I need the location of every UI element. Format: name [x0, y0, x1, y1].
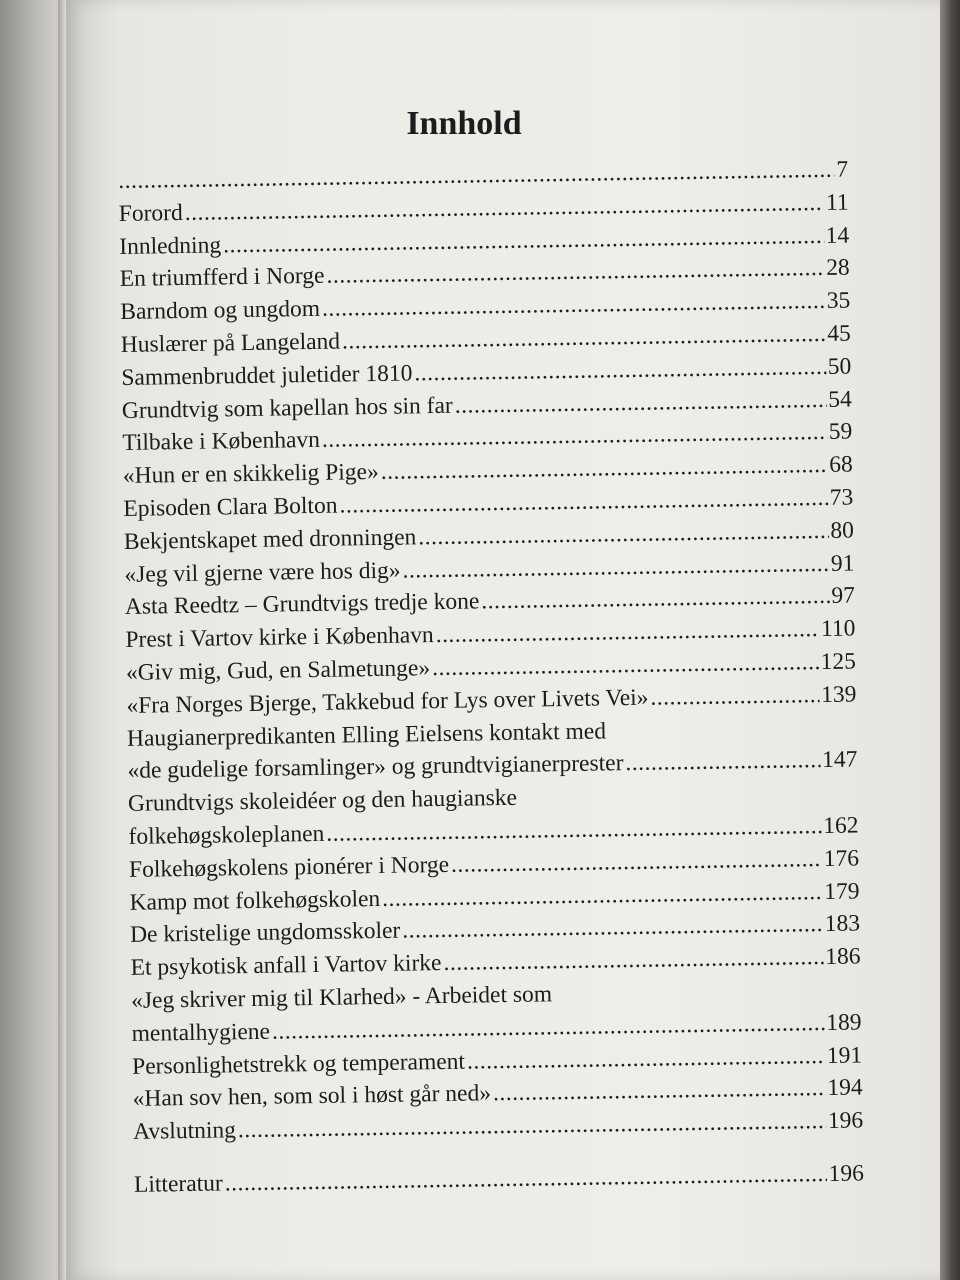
toc-page-number: 14	[825, 222, 850, 249]
toc-entry-title: folkehøgskoleplanen	[128, 820, 325, 850]
toc-entry-title-line1: «Jeg skriver mig til Klarhed» - Arbeidet som	[130, 981, 553, 1014]
toc-page-number: 54	[828, 386, 852, 413]
toc-page-number: 80	[830, 517, 855, 544]
toc-entry-title: Et psykotisk anfall i Vartov kirke	[130, 950, 442, 982]
toc-page-number: 45	[827, 320, 851, 347]
toc-entry-title: «Jeg vil gjerne være hos dig»	[124, 557, 401, 588]
toc-page-number: 179	[824, 877, 860, 905]
toc-page-number: 97	[831, 582, 856, 610]
toc-entry-title: Grundtvig som kapellan hos sin far	[121, 392, 453, 424]
toc-page-number: 183	[824, 910, 861, 938]
toc-page-number: 68	[829, 451, 854, 479]
toc-page-number: 35	[826, 287, 851, 315]
toc-entry-title: «Han sov hen, som sol i høst går ned»	[132, 1080, 492, 1113]
toc-entry-title: «Giv mig, Gud, en Salmetunge»	[125, 655, 431, 686]
toc-page-number: 110	[820, 615, 856, 643]
toc-page-number: 50	[827, 353, 852, 380]
toc-entry-title: Barndom og ungdom	[120, 296, 321, 326]
toc-page-number: 189	[826, 1009, 862, 1036]
toc-entry-title: Avslutning	[132, 1117, 237, 1145]
toc-entry-title: Personlighetstrekk og temperament	[131, 1048, 466, 1080]
toc-page-number: 147	[821, 746, 858, 774]
dot-leader	[481, 580, 830, 618]
toc-entry-title: Episoden Clara Bolton	[123, 492, 338, 522]
toc-page-number: 196	[828, 1160, 865, 1187]
toc-entry-title: De kristelige ungdomsskoler	[129, 917, 401, 949]
toc-page-number: 11	[825, 189, 849, 216]
toc-page-number: 73	[829, 484, 854, 511]
table-of-contents	[118, 154, 864, 1202]
toc-page-number: 139	[820, 681, 857, 708]
toc-entry-title: «Hun er en skikkelig Pige»	[122, 459, 379, 490]
toc-entry-title: Prest i Vartov kirke i København	[125, 622, 434, 654]
toc-entry-title: Innledning	[119, 231, 222, 260]
toc-entry-title: Bekjentskapet med dronningen	[123, 524, 417, 555]
toc-page-number: 91	[830, 550, 855, 577]
toc-page-number: 196	[827, 1107, 864, 1135]
toc-entry-title: Tilbake i København	[122, 427, 321, 457]
toc-page-number: 7	[836, 156, 849, 183]
toc-page-number: 162	[823, 812, 859, 839]
toc-page-number: 125	[820, 648, 857, 675]
page-stack-edge	[940, 0, 960, 1280]
toc-page-number: 28	[826, 254, 850, 282]
dot-leader	[625, 744, 820, 780]
dot-leader	[650, 679, 819, 714]
toc-entry-title: Forord	[118, 199, 183, 227]
toc-page-number: 176	[823, 845, 860, 872]
toc-entry-title: Kamp mot folkehøgskolen	[129, 885, 381, 916]
toc-entry-title: Sammenbruddet juletider 1810	[121, 360, 413, 391]
toc-entry-title: Huslærer på Langeland	[120, 328, 341, 358]
dot-leader	[443, 941, 823, 980]
toc-entry-title-line1: Haugianerpredikanten Elling Eielsens kontakt med	[126, 717, 607, 752]
toc-entry-title: Asta Reedtz – Grundtvigs tredje kone	[124, 588, 480, 621]
toc-page-number: 194	[827, 1074, 863, 1102]
toc-entry-title: mentalhygiene	[131, 1018, 271, 1047]
toc-entry-title: En triumfferd i Norge	[119, 263, 325, 293]
dot-leader	[493, 1072, 826, 1110]
toc-entry-title-line1: Grundtvigs skoleidéer og den haugianske	[127, 784, 518, 818]
toc-entry-title: Litteratur	[133, 1170, 223, 1198]
toc-page-number: 191	[826, 1041, 863, 1069]
toc-entry-title: Folkehøgskolens pionérer i Norge	[128, 851, 450, 883]
toc-page-number: 186	[825, 943, 861, 971]
toc-entry-title: «de gudelige forsamlinger» og grundtvigianerprester	[127, 750, 624, 785]
toc-page-number: 59	[828, 418, 853, 446]
toc-entry-title: «Fra Norges Bjerge, Takkebud for Lys over Livets Vei»	[126, 684, 649, 719]
page-title: Innhold	[406, 105, 522, 142]
